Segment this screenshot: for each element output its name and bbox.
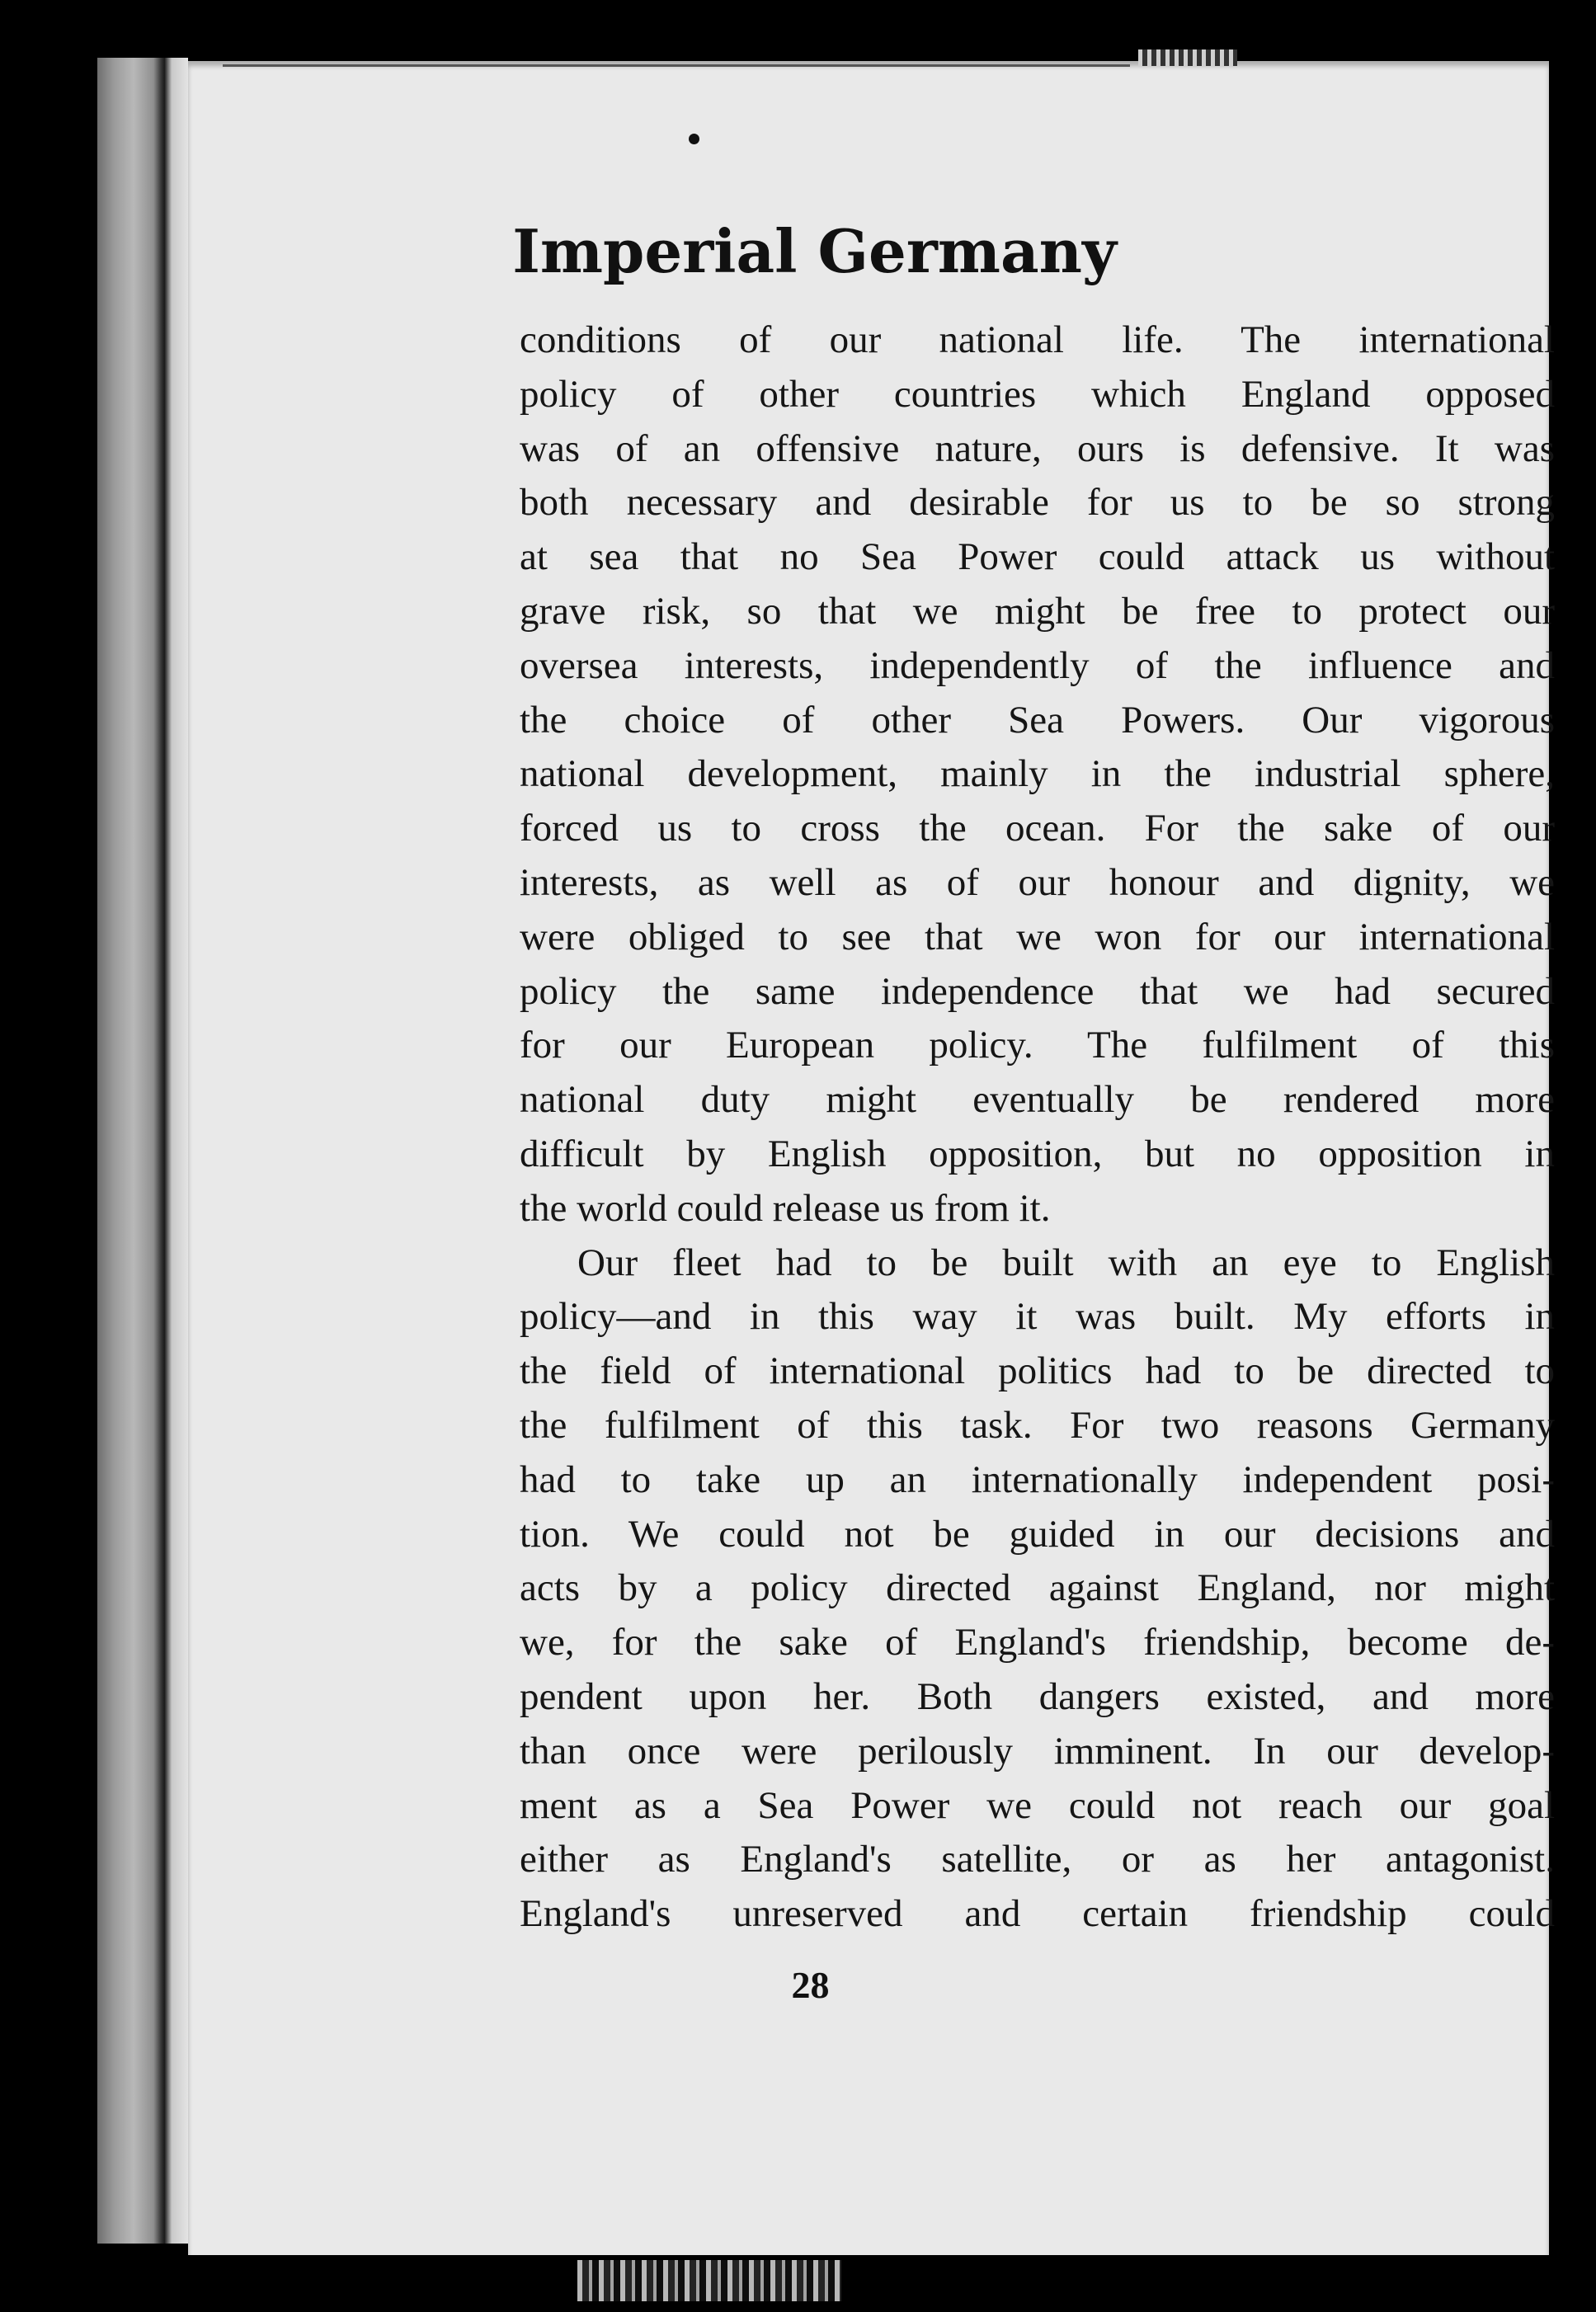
text-line: we, for the sake of England's friendship, become de-	[520, 1621, 1555, 1665]
page-number: 28	[791, 1964, 830, 2006]
text-line: at sea that no Sea Power could attack us without	[520, 535, 1555, 579]
text-line: the field of international politics had to be directed to	[520, 1349, 1555, 1393]
text-line: acts by a policy directed against England, nor might	[520, 1566, 1555, 1610]
text-line: England's unreserved and certain friendship could	[520, 1892, 1555, 1936]
body-text	[520, 313, 1555, 1942]
text-line: policy of other countries which England opposed	[520, 372, 1555, 416]
text-line: difficult by English opposition, but no opposition in	[520, 1132, 1555, 1175]
text-line: tion. We could not be guided in our decisions and	[520, 1512, 1555, 1556]
text-line: policy—and in this way it was built. My efforts in	[520, 1295, 1555, 1339]
book-spine-edge	[97, 58, 188, 2244]
text-line: policy the same independence that we had secured	[520, 969, 1555, 1013]
scan-artifact-top	[1138, 49, 1237, 66]
text-line: were obliged to see that we won for our international	[520, 915, 1555, 958]
text-line: the choice of other Sea Powers. Our vigorous	[520, 698, 1555, 742]
text-line: had to take up an internationally independent posi-	[520, 1457, 1555, 1501]
top-page-rule	[223, 64, 1130, 67]
running-head-title: Imperial Germany	[512, 216, 1117, 286]
text-line: the world could release us from it.	[520, 1186, 1051, 1230]
ink-dot-mark	[689, 134, 699, 144]
text-line: the fulfilment of this task. For two reasons Germany	[520, 1403, 1555, 1447]
text-line: for our European policy. The fulfilment of this	[520, 1024, 1555, 1067]
text-line: national duty might eventually be rendered more	[520, 1078, 1555, 1122]
text-line: than once were perilously imminent. In our develop-	[520, 1729, 1555, 1773]
text-line: Our fleet had to be built with an eye to English	[577, 1241, 1555, 1284]
text-line: oversea interests, independently of the influence and	[520, 643, 1555, 687]
text-line: forced us to cross the ocean. For the sake of our	[520, 807, 1555, 850]
text-line: was of an offensive nature, ours is defensive. It was	[520, 426, 1555, 470]
text-line: ment as a Sea Power we could not reach our goal	[520, 1783, 1555, 1827]
text-line: both necessary and desirable for us to be so strong	[520, 481, 1555, 525]
text-line: either as England's satellite, or as her antagonist.	[520, 1838, 1555, 1881]
scan-artifact-bottom	[577, 2260, 841, 2301]
text-line: grave risk, so that we might be free to protect our	[520, 589, 1555, 633]
text-line: interests, as well as of our honour and dignity, we	[520, 860, 1555, 904]
text-line: pendent upon her. Both dangers existed, and more	[520, 1674, 1555, 1718]
text-line: conditions of our national life. The international	[520, 318, 1555, 361]
text-line: national development, mainly in the industrial sphere,	[520, 752, 1555, 796]
